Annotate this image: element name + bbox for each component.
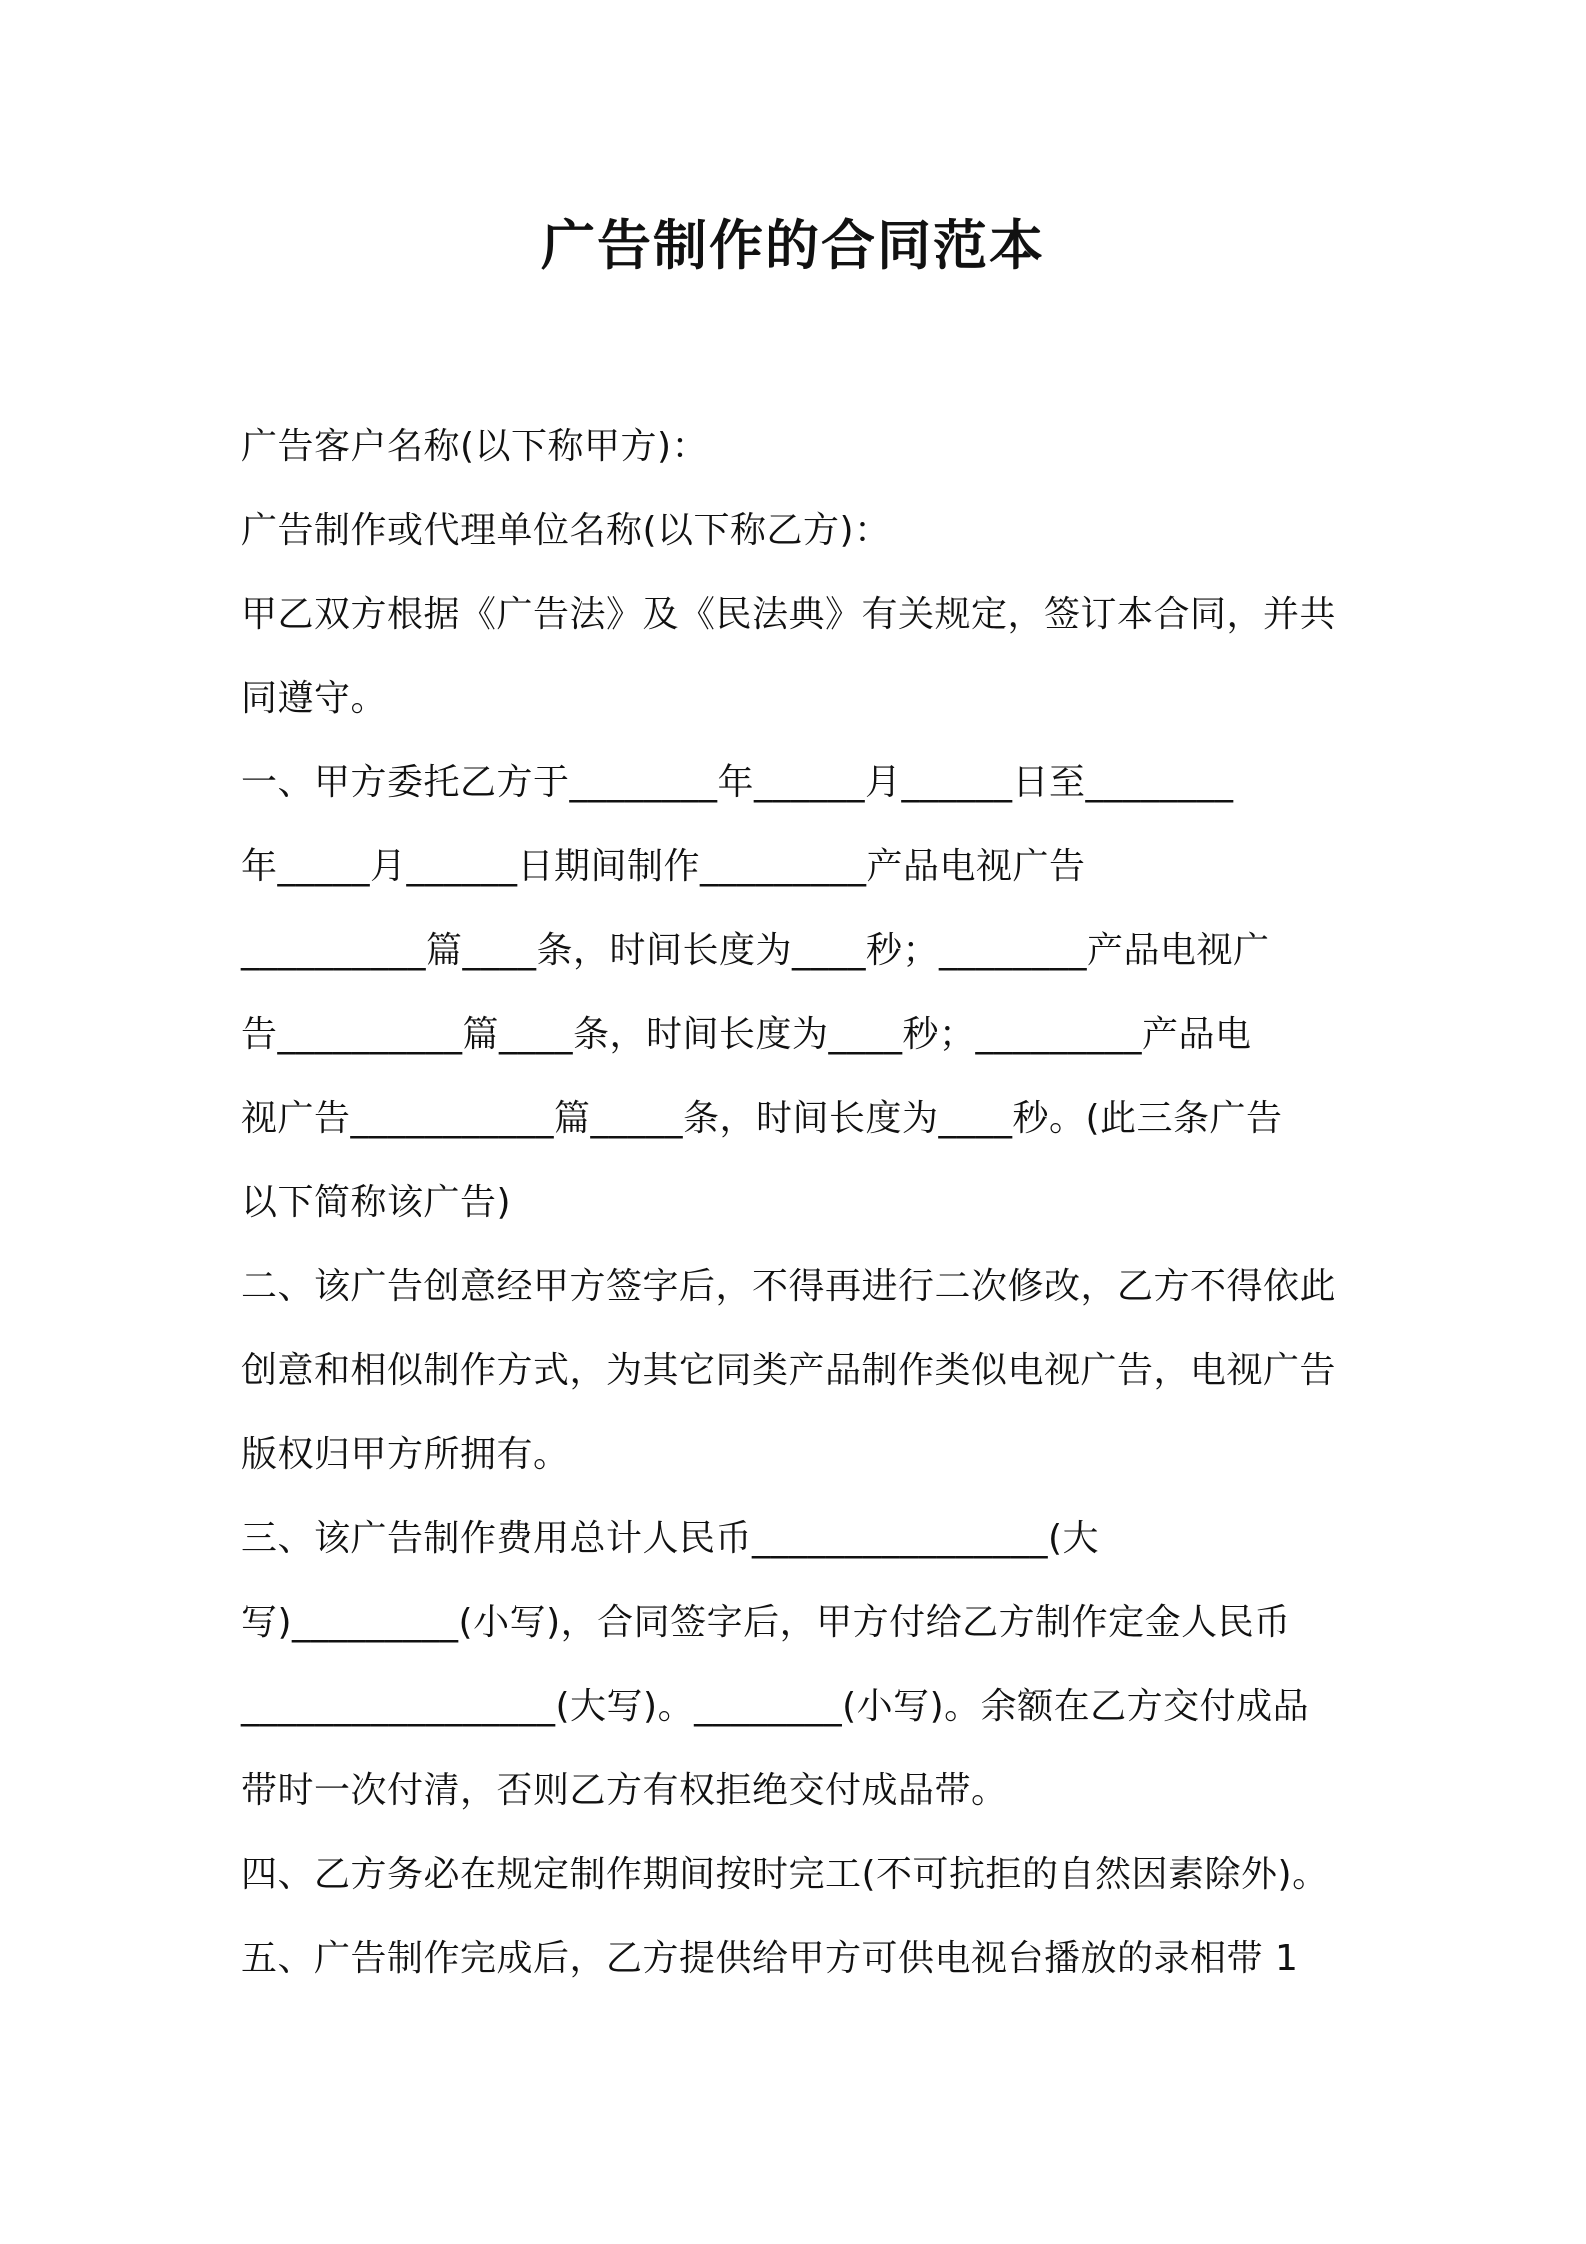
clause-5-line-1: 五、广告制作完成后，乙方提供给甲方可供电视台播放的录相带 1 [241,1938,1299,1979]
party-a-name-line: 广告客户名称(以下称甲方)： [241,426,709,467]
clause-2-line-1: 二、该广告创意经甲方签字后，不得再进行二次修改，乙方不得依此 [241,1266,1337,1307]
clause-1-line-6: 以下简称该广告) [241,1182,512,1223]
document-body [241,405,1361,2001]
clause-3-line-2: 写)_________(小写)，合同签字后，甲方付给乙方制作定金人民币 [241,1602,1291,1643]
clause-4-line-1: 四、乙方务必在规定制作期间按时完工(不可抗拒的自然因素除外)。 [241,1854,1329,1895]
clause-1-line-3: __________篇____条，时间长度为____秒；________产品电视广 [241,930,1270,971]
clause-3-line-4: 带时一次付清，否则乙方有权拒绝交付成品带。 [241,1770,1008,1811]
party-b-name-line: 广告制作或代理单位名称(以下称乙方)： [241,510,891,551]
preamble-line-1: 甲乙双方根据《广告法》及《民法典》有关规定，签订本合同，并共 [241,594,1337,635]
clause-1-line-2: 年_____月______日期间制作_________产品电视广告 [241,846,1086,887]
clause-1-line-1: 一、甲方委托乙方于________年______月______日至________ [241,762,1234,803]
clause-3-line-1: 三、该广告制作费用总计人民币________________(大 [241,1518,1100,1559]
clause-1-line-4: 告__________篇____条，时间长度为____秒；_________产品电 [241,1014,1252,1055]
clause-2-line-3: 版权归甲方所拥有。 [241,1434,570,1475]
clause-1-line-5: 视广告___________篇_____条，时间长度为____秒。(此三条广告 [241,1098,1283,1139]
preamble-line-2: 同遵守。 [241,678,388,719]
clause-2-line-2: 创意和相似制作方式，为其它同类产品制作类似电视广告，电视广告 [241,1350,1337,1391]
clause-3-line-3: _________________(大写)。________(小写)。余额在乙方交付成品 [241,1686,1310,1727]
document-title: 广告制作的合同范本 [541,214,1045,277]
